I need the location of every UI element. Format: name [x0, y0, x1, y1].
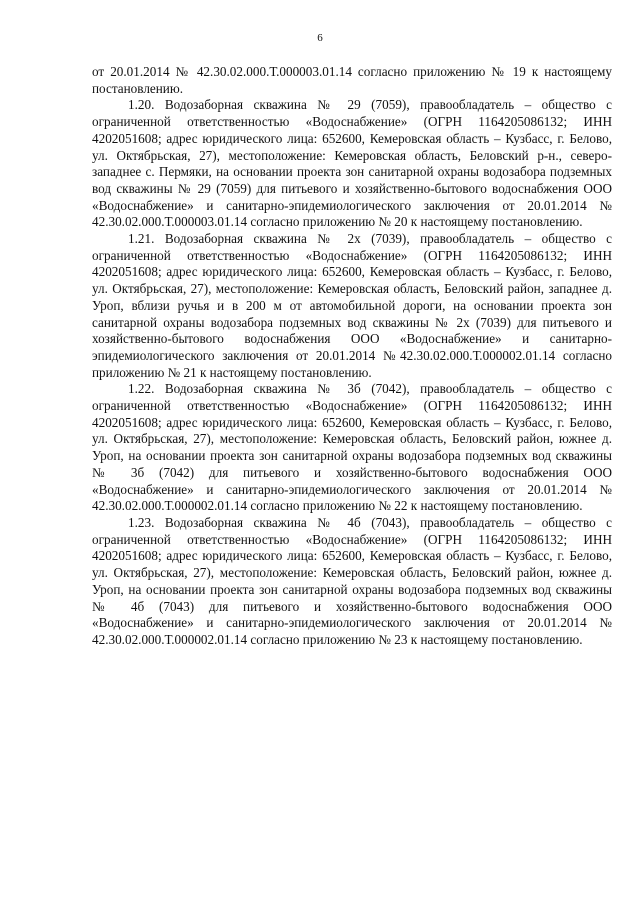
page-number: 6	[317, 32, 323, 44]
paragraph-1-21: 1.21. Водозаборная скважина № 2х (7039), правообладатель – общество с ограниченной ответственностью «Водоснабжение» (ОГРН 1164205086132; ИНН 4202051608; адрес юридического лица: 652600, Кемеровская область – Кузбасс, г. Белово, ул. Октябрьская, 27), местоположение: Кемеровская область, Беловский район, западнее д. Уроп, вблизи ручья и в 200 м от автомобильной дороги, на основании проекта зон санитарной охраны водозабора подземных вод скважины № 2х (7039) для питьевого и хозяйственно-бытового водоснабжения ООО «Водоснабжение» и санитарно-эпидемиологического заключения от 20.01.2014 №42.30.02.000.Т.000002.01.14 согласно приложению № 21 к настоящему постановлению.	[92, 231, 612, 380]
paragraph-continuation: от 20.01.2014 № 42.30.02.000.Т.000003.01.14 согласно приложению № 19 к настоящему постановлению.	[92, 64, 612, 96]
document-body	[92, 64, 612, 649]
paragraph-1-23: 1.23. Водозаборная скважина № 4б (7043), правообладатель – общество с ограниченной ответственностью «Водоснабжение» (ОГРН 1164205086132; ИНН 4202051608; адрес юридического лица: 652600, Кемеровская область – Кузбасс, г. Белово, ул. Октябрьская, 27), местоположение: Кемеровская область, Беловский район, южнее д. Уроп, на основании проекта зон санитарной охраны водозабора подземных вод скважины № 4б (7043) для питьевого и хозяйственно-бытового водоснабжения ООО «Водоснабжение» и санитарно-эпидемиологического заключения от 20.01.2014 № 42.30.02.000.Т.000002.01.14 согласно приложению № 23 к настоящему постановлению.	[92, 514, 612, 647]
paragraph-1-20: 1.20. Водозаборная скважина № 29 (7059), правообладатель – общество с ограниченной ответственностью «Водоснабжение» (ОГРН 1164205086132; ИНН 4202051608; адрес юридического лица: 652600, Кемеровская область – Кузбасс, г. Белово, ул. Октябрьская, 27), местоположение: Кемеровская область, Беловский р-н., северо-западнее с. Пермяки, на основании проекта зон санитарной охраны водозабора подземных вод скважины № 29 (7059) для питьевого и хозяйственно-бытового водоснабжения ООО «Водоснабжение» и санитарно-эпидемиологического заключения от 20.01.2014 № 42.30.02.000.Т.000003.01.14 согласно приложению № 20 к настоящему постановлению.	[92, 97, 612, 230]
paragraph-1-22: 1.22. Водозаборная скважина № 3б (7042), правообладатель – общество с ограниченной ответственностью «Водоснабжение» (ОГРН 1164205086132; ИНН 4202051608; адрес юридического лица: 652600, Кемеровская область – Кузбасс, г. Белово, ул. Октябрьская, 27), местоположение: Кемеровская область, Беловский район, южнее д. Уроп, на основании проекта зон санитарной охраны водозабора подземных вод скважины № 3б (7042) для питьевого и хозяйственно-бытового водоснабжения ООО «Водоснабжение» и санитарно-эпидемиологического заключения от 20.01.2014 № 42.30.02.000.Т.000002.01.14 согласно приложению № 22 к настоящему постановлению.	[92, 381, 612, 514]
